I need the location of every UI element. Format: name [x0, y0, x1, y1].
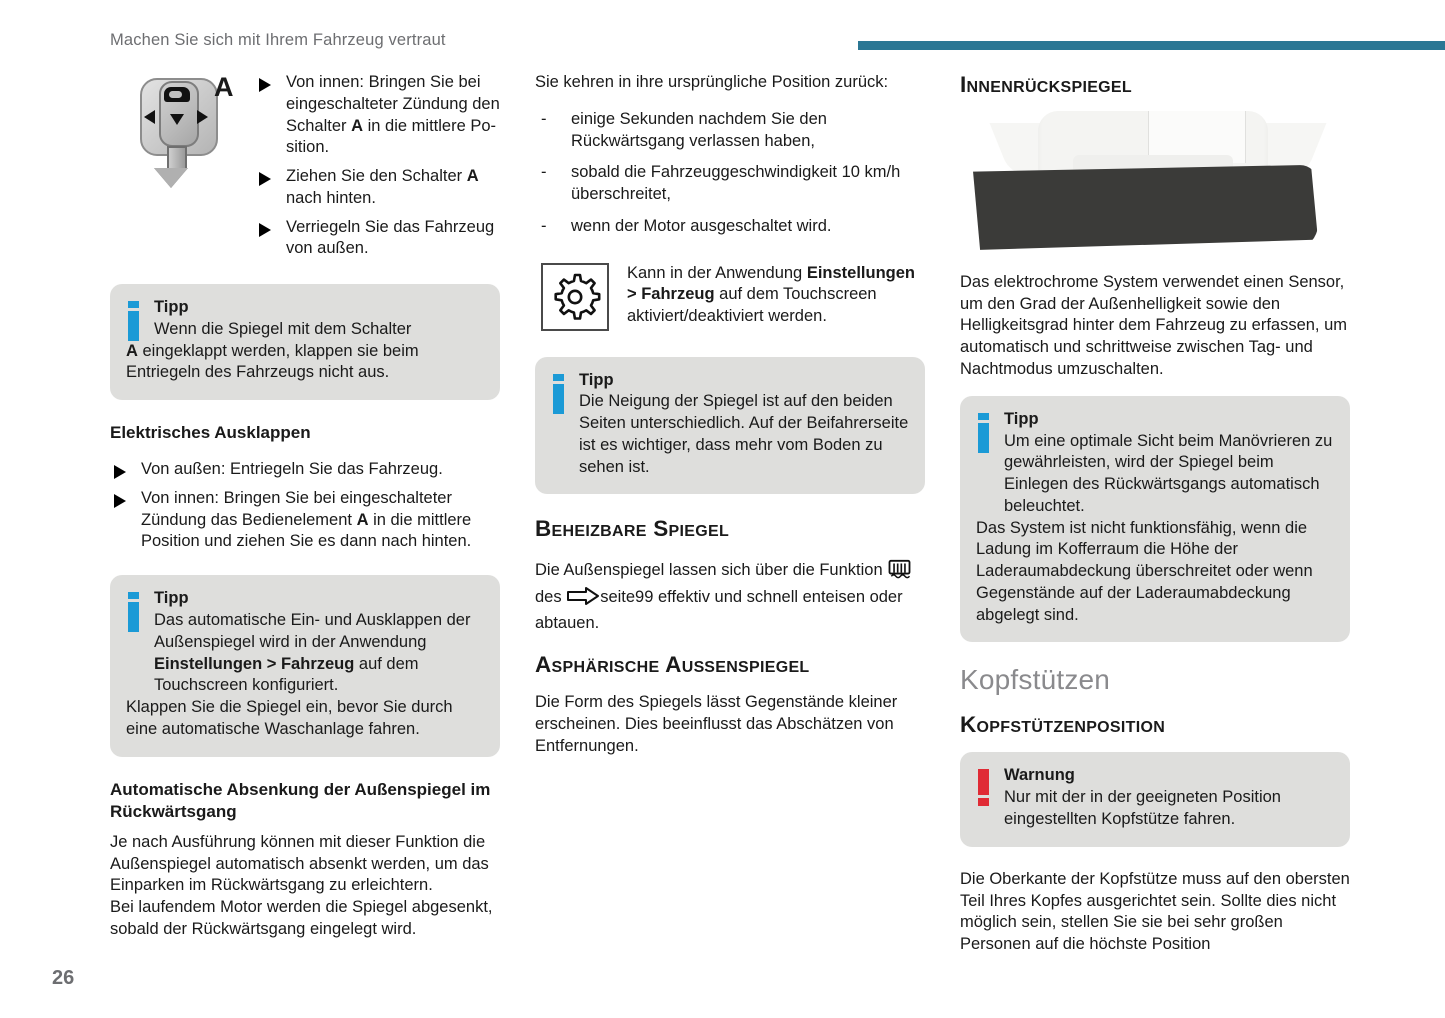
- conditions-list: [535, 109, 925, 238]
- tip-title: Tipp: [154, 298, 189, 316]
- tip-box: [110, 284, 500, 400]
- tip-line: Klappen Sie die Spiegel ein, bevor Sie durch eine automatische Waschanlage fahren.: [126, 698, 453, 738]
- page-body: [0, 72, 1445, 952]
- gear-note-text: Kann in der Anwendung: [627, 263, 807, 282]
- list-item: Von innen: Bringen Sie bei eingeschalteter Zündung das Bedienelement A in die mittlere Position und ziehen Sie es dann nach hinten.: [110, 488, 500, 553]
- tip-line: Um eine optimale Sicht beim Manövrieren zu gewährleisten, wird der Spiegel beim Einlegen des Rückwärtsgangs automatisch beleuchtet.: [1004, 431, 1333, 515]
- bold-a: A: [466, 167, 479, 186]
- bold-path: Einstellungen > Fahrzeug: [154, 654, 355, 673]
- tip-line: Wenn die Spiegel mit dem Schalter: [154, 319, 412, 338]
- info-icon: [128, 592, 139, 632]
- list-item: - sobald die Fahrzeuggeschwindigkeit 10 km/h überschreitet,: [535, 162, 925, 206]
- tip-title: Tipp: [154, 589, 189, 608]
- tip-title: Tipp: [579, 370, 614, 389]
- elektrisch-steps-list: [110, 459, 500, 553]
- interior-rear-view-mirror-image: [960, 107, 1350, 257]
- down-arrow-icon: [170, 114, 184, 125]
- heading-asphaerische-aussenspiegel: Asphärische Außenspiegel: [535, 651, 810, 677]
- tip-line: Das System ist nicht funktionsfähig, wenn die Ladung im Kofferraum die Höhe der Laderaumabdeckung überschreitet oder wenn Gegenstände auf der Laderaumabdeckung abgelegt sind.: [976, 518, 1313, 624]
- switch-figure-block: [110, 72, 500, 262]
- page-header: [0, 0, 1445, 68]
- warning-title: Warnung: [1004, 766, 1075, 785]
- bold-path: Einstellungen > Fahrzeug: [627, 263, 915, 304]
- gear-icon: [541, 263, 609, 331]
- list-item: Verriegeln Sie das Fahrzeug von außen.: [255, 217, 500, 261]
- column-3: [960, 72, 1350, 956]
- tip-box: [535, 357, 925, 495]
- page-header-title: Machen Sie sich mit Ihrem Fahrzeug vertraut: [110, 31, 446, 49]
- page-reference[interactable]: seite99: [600, 587, 654, 606]
- tip-line: A eingeklappt werden, klappen sie beim Entriegeln des Fahrzeugs nicht aus.: [126, 341, 419, 382]
- info-icon: [128, 301, 139, 341]
- list-item: Von außen: Entriegeln Sie das Fahrzeug.: [110, 459, 500, 481]
- rear-defrost-icon: [887, 559, 912, 579]
- warning-icon: [978, 769, 989, 806]
- bold-a: A: [126, 341, 138, 360]
- paragraph: Die Form des Spiegels lässt Gegenstände kleiner erscheinen. Dies beeinflusst das Abschätzen von Entfernungen.: [535, 693, 898, 755]
- heading-automatische-absenkung: Automatische Absenkung der Außenspiegel im Rückwärtsgang: [110, 779, 491, 821]
- gear-note: [535, 263, 925, 335]
- bold-a: A: [356, 510, 369, 529]
- paragraph: Bei laufendem Motor werden die Spiegel abgesenkt, sobald der Rückwärtsgang eingelegt wird.: [110, 898, 493, 938]
- warning-text: Nur mit der in der geeigneten Position eingestellten Kopfstütze fahren.: [1004, 788, 1281, 829]
- heading-elektrisches-ausklappen: Elektrisches Ausklappen: [110, 423, 311, 443]
- warning-box: [960, 752, 1350, 846]
- paragraph-beheizbare: Die Außenspiegel lassen sich über die Funktion des seite99 effektiv und schnell enteisen oder abtauen.: [535, 557, 925, 636]
- tip-box: [960, 396, 1350, 643]
- intro-paragraph: Sie kehren in ihre ursprüngliche Position zurück:: [535, 73, 889, 91]
- list-item: - wenn der Motor ausgeschaltet wird.: [535, 216, 925, 238]
- heading-innenrueckspiegel: Innenrückspiegel: [960, 72, 1132, 97]
- heading-beheizbare-spiegel: Beheizbare Spiegel: [535, 516, 730, 542]
- header-rule: [858, 41, 1445, 50]
- paragraph: Das elektrochrome System verwendet einen Sensor, um den Grad der Außenhelligkeit sowie den Helligkeitsgrad hinter dem Fahrzeug zu erfassen, um automatisch und schrittweise zwischen Tag- und Nachtmodus umzuschalten.: [960, 272, 1348, 378]
- mirror-control-switch-icon: [128, 74, 238, 184]
- list-item: Ziehen Sie den Schalter A nach hinten.: [255, 166, 500, 210]
- pull-back-arrow-icon: [166, 146, 188, 188]
- tip-line: Die Neigung der Spiegel ist auf den beiden Seiten unterschiedlich. Auf der Beifahrerseite ist es wichtiger, dass mehr vom Boden zu sehen ist.: [579, 392, 909, 476]
- bold-a: A: [351, 116, 364, 135]
- paragraph: Je nach Ausführung können mit dieser Funktion die Außenspiegel automatisch absenkt werden, um das Einparken im Rückwärtsgang zu erleichtern.: [110, 832, 489, 895]
- column-2: [535, 72, 925, 758]
- right-arrow-icon: [197, 110, 208, 124]
- page-number: 26: [52, 967, 75, 989]
- heading-kopfstuetzenposition: Kopfstützenposition: [960, 711, 1166, 737]
- steps-list: [255, 72, 500, 260]
- heading-kopfstuetzen: Kopfstützen: [960, 664, 1111, 696]
- info-icon: [553, 374, 564, 414]
- arrow-right-icon: [566, 587, 600, 605]
- list-item: - einige Sekunden nachdem Sie den Rückwärtsgang verlassen haben,: [535, 109, 925, 153]
- paragraph: Die Oberkante der Kopfstütze muss auf den obersten Teil Ihres Kopfes ausgerichtet sein. Sollte dies nicht möglich sein, stellen Sie sie bei sehr großen Personen auf die höchste Position: [960, 869, 1350, 954]
- column-1: [110, 72, 500, 941]
- tip-box: [110, 575, 500, 756]
- left-arrow-icon: [144, 110, 155, 124]
- list-item: Von innen: Bringen Sie bei eingeschalteter Zündung den Schalter A in die mittlere Po-sition.: [255, 72, 500, 159]
- tip-title: Tipp: [1004, 409, 1039, 428]
- tip-line: Das automatische Ein- und Ausklappen der Außenspiegel wird in der Anwendung Einstellungen > Fahrzeug auf dem Touchscreen konfiguriert.: [154, 611, 471, 695]
- info-icon: [978, 413, 989, 453]
- switch-label-a: A: [214, 72, 234, 102]
- gear-note-text-post: auf dem Touchscreen aktiviert/deaktiviert werden.: [627, 285, 877, 326]
